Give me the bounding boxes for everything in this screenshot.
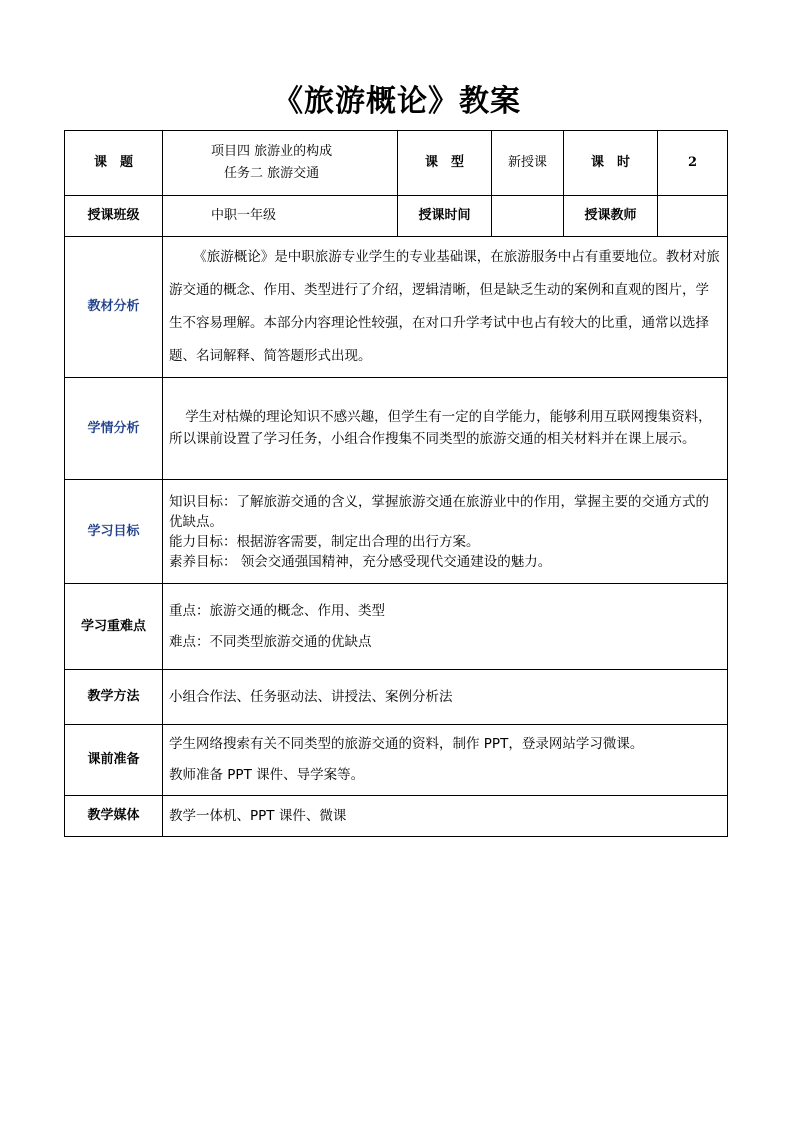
section-row-methods <box>65 670 728 725</box>
type-value: 新授课 <box>492 131 564 196</box>
header-row-subject <box>65 131 728 196</box>
section-row-keypoints <box>65 584 728 670</box>
prep-teacher: 教师准备 PPT 课件、导学案等。 <box>169 767 365 783</box>
lesson-plan-table <box>64 130 728 837</box>
hours-label: 课 时 <box>564 131 658 196</box>
section-row-students <box>65 378 728 480</box>
section-label-preparation: 课前准备 <box>65 725 163 796</box>
prep-students: 学生网络搜索有关不同类型的旅游交通的资料，制作 PPT，登录网站学习微课。 <box>169 736 644 752</box>
section-content-goals <box>163 480 728 584</box>
goal-ability: 能力目标：根据游客需要，制定出合理的出行方案。 <box>169 533 480 550</box>
section-label-textbook: 教材分析 <box>65 237 163 378</box>
section-content-textbook <box>163 237 728 378</box>
teacher-value <box>658 196 728 237</box>
section-content-preparation <box>163 725 728 796</box>
subject-label: 课 题 <box>65 131 163 196</box>
section-label-keypoints: 学习重难点 <box>65 584 163 670</box>
type-label: 课 型 <box>398 131 492 196</box>
section-text: 《旅游概论》是中职旅游专业学生的专业基础课，在旅游服务中占有重要地位。教材对旅游交通的概念、作用、类型进行了介绍，逻辑清晰，但是缺乏生动的案例和直观的图片，学生不容易理解。本部分内容理论性较强，在对口升学考试中也占有较大的比重，通常以选择题、名词解释、简答题形式出现。 <box>169 249 720 364</box>
section-label-media: 教学媒体 <box>65 796 163 837</box>
class-label: 授课班级 <box>65 196 163 237</box>
methods-text: 小组合作法、任务驱动法、讲授法、案例分析法 <box>169 689 453 705</box>
document-title: 《旅游概论》教案 <box>273 84 521 119</box>
header-row-class <box>65 196 728 237</box>
media-text: 教学一体机、PPT 课件、微课 <box>169 808 347 824</box>
section-row-goals <box>65 480 728 584</box>
class-value: 中职一年级 <box>163 196 398 237</box>
hours-value: 2 <box>658 131 728 196</box>
section-content-keypoints <box>163 584 728 670</box>
section-row-preparation <box>65 725 728 796</box>
subject-project: 项目四 旅游业的构成 <box>211 144 333 159</box>
teacher-label: 授课教师 <box>564 196 658 237</box>
section-content-methods <box>163 670 728 725</box>
time-label: 授课时间 <box>398 196 492 237</box>
section-content-media <box>163 796 728 837</box>
section-text: 学生对枯燥的理论知识不感兴趣，但学生有一定的自学能力，能够利用互联网搜集资料，所以课前设置了学习任务，小组合作搜集不同类型的旅游交通的相关材料并在课上展示。 <box>169 409 712 447</box>
goal-literacy: 素养目标： 领会交通强国精神，充分感受现代交通建设的魅力。 <box>169 553 552 570</box>
section-label-students: 学情分析 <box>65 378 163 480</box>
goal-knowledge: 知识目标：了解旅游交通的含义，掌握旅游交通在旅游业中的作用，掌握主要的交通方式的优缺点。 <box>169 493 709 530</box>
section-row-textbook <box>65 237 728 378</box>
subject-task: 任务二 旅游交通 <box>224 166 320 181</box>
subject-value <box>163 131 398 196</box>
section-label-methods: 教学方法 <box>65 670 163 725</box>
section-label-goals: 学习目标 <box>65 480 163 584</box>
difficult-point: 难点：不同类型旅游交通的优缺点 <box>169 633 372 650</box>
section-content-students <box>163 378 728 480</box>
key-point: 重点：旅游交通的概念、作用、类型 <box>169 602 385 619</box>
time-value <box>492 196 564 237</box>
section-row-media <box>65 796 728 837</box>
